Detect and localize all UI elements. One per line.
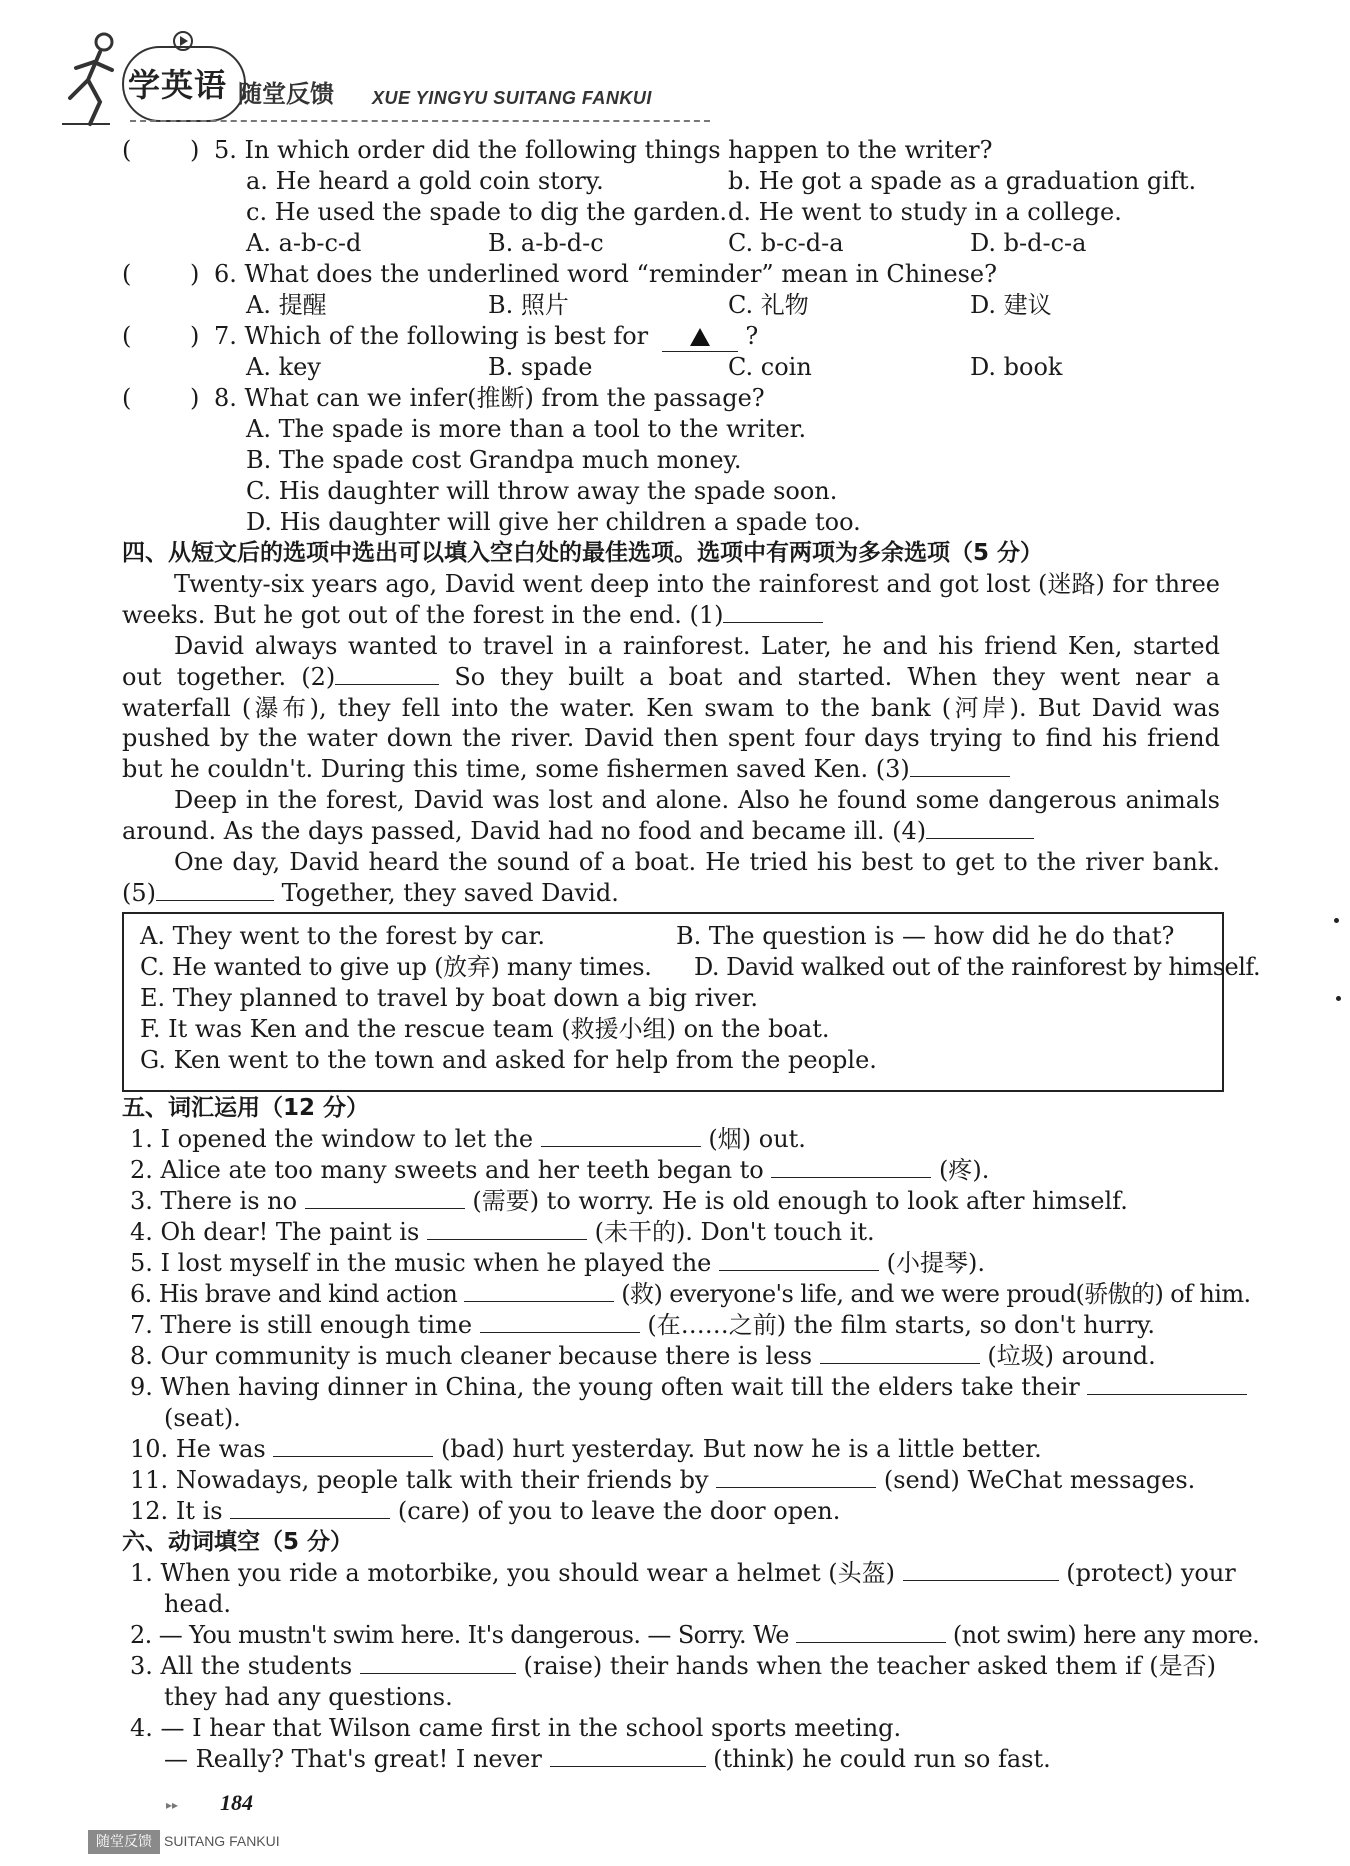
option-D: D. David walked out of the rainforest by himself. xyxy=(694,953,1261,981)
s5-item-10 xyxy=(130,1434,1042,1464)
item-number: 5. xyxy=(130,1249,153,1277)
q7-stem-line xyxy=(214,321,758,352)
footer-brand-roman: SUITANG FANKUI xyxy=(164,1833,280,1849)
item-number: 2. xyxy=(130,1621,152,1649)
item-text: There is no xyxy=(160,1187,298,1215)
item-hint: (烟) out. xyxy=(708,1125,806,1153)
q5-option-c: C. b-c-d-a xyxy=(728,229,844,257)
s6-item-1 xyxy=(130,1558,1236,1588)
section4-paragraph-4 xyxy=(122,847,1220,909)
item-number: 11. xyxy=(130,1466,169,1494)
s6-item-4 xyxy=(130,1713,901,1743)
s5-item-1 xyxy=(130,1124,806,1154)
item-hint: (not swim) here any more. xyxy=(952,1621,1260,1649)
item-number: 2. xyxy=(130,1156,153,1184)
blank-4-label: (4) xyxy=(892,816,927,845)
answer-blank[interactable] xyxy=(771,1155,931,1178)
q5-event-b: b. He got a spade as a graduation gift. xyxy=(728,167,1197,195)
item-text: I opened the window to let the xyxy=(160,1125,534,1153)
blank-2-label: (2) xyxy=(301,662,336,691)
s5-item-8 xyxy=(130,1341,1156,1371)
item-number: 6. xyxy=(130,1280,152,1308)
item-text: All the students xyxy=(160,1652,353,1680)
option-B: B. The question is — how did he do that? xyxy=(676,922,1175,950)
runner-logo-icon xyxy=(60,28,130,128)
item-text: — Really? That's great! I never xyxy=(164,1745,542,1773)
item-hint: (send) WeChat messages. xyxy=(883,1466,1196,1494)
header-divider xyxy=(130,120,710,122)
item-hint: (raise) their hands when the teacher asked them if (是否) xyxy=(523,1652,1216,1680)
q6-option-a: A. 提醒 xyxy=(246,291,327,319)
s6-item-3 xyxy=(130,1651,1216,1681)
item-number: 7. xyxy=(130,1311,153,1339)
section4-p2-text: David always wanted to travel in a rainforest. Later, he and his friend Ken, started out together. xyxy=(122,632,1220,691)
answer-blank[interactable] xyxy=(230,1496,390,1519)
item-hint: (think) he could run so fast. xyxy=(713,1745,1051,1773)
q7-paren-close: ) xyxy=(190,322,200,350)
item-hint: (protect) your xyxy=(1066,1559,1236,1587)
brand-roman: XUE YINGYU SUITANG FANKUI xyxy=(372,88,652,108)
answer-blank[interactable] xyxy=(273,1434,433,1457)
answer-blank[interactable] xyxy=(464,1279,614,1302)
play-icon xyxy=(172,30,194,52)
item-number: 9. xyxy=(130,1373,153,1401)
section4-p4b-text: Together, they saved David. xyxy=(281,878,619,907)
item-number: 3. xyxy=(130,1652,153,1680)
q8-paren-close: ) xyxy=(190,384,200,412)
s5-item-12 xyxy=(130,1496,840,1526)
section4-paragraph-1 xyxy=(122,569,1220,631)
option-G: G. Ken went to the town and asked for help from the people. xyxy=(140,1046,877,1074)
item-number: 3. xyxy=(130,1187,153,1215)
q7-paren-open: ( xyxy=(122,322,132,350)
option-E: E. They planned to travel by boat down a big river. xyxy=(140,984,759,1012)
item-text: — You mustn't swim here. It's dangerous. — Sorry. We xyxy=(158,1621,789,1649)
s5-item-9 xyxy=(130,1372,1247,1402)
item-hint: (未干的). Don't touch it. xyxy=(594,1218,875,1246)
q6-stem: 6. What does the underlined word “reminder” mean in Chinese? xyxy=(214,260,997,288)
item-hint: (疼). xyxy=(939,1156,990,1184)
q6-paren-close: ) xyxy=(190,260,200,288)
item-text: — I hear that Wilson came first in the school sports meeting. xyxy=(160,1714,902,1742)
answer-blank[interactable] xyxy=(820,1341,980,1364)
answer-blank[interactable] xyxy=(305,1186,465,1209)
q5-event-d: d. He went to study in a college. xyxy=(728,198,1122,226)
blank-1-line xyxy=(723,600,823,623)
item-text: Our community is much cleaner because there is less xyxy=(160,1342,813,1370)
item-text: I lost myself in the music when he played the xyxy=(160,1249,712,1277)
item-text: He was xyxy=(175,1435,266,1463)
page-number: 184 xyxy=(220,1790,253,1815)
answer-blank[interactable] xyxy=(1087,1372,1247,1395)
margin-dot xyxy=(1334,918,1339,923)
option-C: C. He wanted to give up (放弃) many times. xyxy=(140,953,652,981)
section4-p2b-text: So they built a boat and started. When they went near a waterfall (瀑布), they fell into the water. Ken swam to the bank (河岸). But David was pushed by the water down the river. David then spent four days trying to find his friend but he couldn't. During this time, some fishermen saved Ken. xyxy=(122,662,1221,784)
s5-item-11 xyxy=(130,1465,1195,1495)
q6-option-c: C. 礼物 xyxy=(728,291,809,319)
item-text: His brave and kind action xyxy=(158,1280,458,1308)
q8-option-d: D. His daughter will give her children a spade too. xyxy=(246,508,861,536)
answer-blank[interactable] xyxy=(903,1558,1059,1581)
footer-arrow-icon: ▸▸ xyxy=(166,1798,179,1812)
s6-item-3-cont: they had any questions. xyxy=(164,1683,453,1711)
s6-item-1-cont: head. xyxy=(164,1590,231,1618)
section4-blank-4[interactable] xyxy=(892,817,1034,845)
blank-4-line xyxy=(926,816,1034,839)
q7-option-a: A. key xyxy=(246,353,321,381)
blank-2-line xyxy=(335,662,439,685)
s5-item-5 xyxy=(130,1248,985,1278)
q5-event-a: a. He heard a gold coin story. xyxy=(246,167,604,195)
q7-stem: 7. Which of the following is best for xyxy=(214,322,649,350)
s5-item-4 xyxy=(130,1217,875,1247)
triangle-marker-icon xyxy=(690,328,710,346)
answer-blank[interactable] xyxy=(427,1217,587,1240)
q7-option-d: D. book xyxy=(970,353,1063,381)
answer-blank[interactable] xyxy=(716,1465,876,1488)
page-header xyxy=(60,18,660,128)
s5-item-2 xyxy=(130,1155,989,1185)
item-text: Nowadays, people talk with their friends by xyxy=(175,1466,709,1494)
item-text: It is xyxy=(175,1497,223,1525)
q5-paren-open: ( xyxy=(122,136,132,164)
option-A: A. They went to the forest by car. xyxy=(140,922,545,950)
item-text: When you ride a motorbike, you should wear a helmet (头盔) xyxy=(160,1559,895,1587)
blank-5-line xyxy=(156,878,274,901)
q7-blank[interactable] xyxy=(662,321,738,352)
s5-item-7 xyxy=(130,1310,1155,1340)
item-hint: (bad) hurt yesterday. But now he is a little better. xyxy=(441,1435,1042,1463)
blank-3-label: (3) xyxy=(875,755,910,784)
section6-title: 六、动词填空（5 分） xyxy=(122,1529,354,1555)
item-number: 8. xyxy=(130,1342,153,1370)
q5-paren-close: ) xyxy=(190,136,200,164)
section4-blank-5[interactable] xyxy=(122,879,274,907)
brand-subtitle: 随堂反馈 xyxy=(238,80,334,108)
q8-option-a: A. The spade is more than a tool to the writer. xyxy=(246,415,807,443)
s5-item-6 xyxy=(130,1279,1251,1309)
section4-title: 四、从短文后的选项中选出可以填入空白处的最佳选项。选项中有两项为多余选项（5 分） xyxy=(122,540,1044,566)
q8-option-b: B. The spade cost Grandpa much money. xyxy=(246,446,742,474)
q6-paren-open: ( xyxy=(122,260,132,288)
s6-item-4-reply xyxy=(164,1744,1051,1774)
item-number: 12. xyxy=(130,1497,169,1525)
answer-blank[interactable] xyxy=(360,1651,516,1674)
q7-option-c: C. coin xyxy=(728,353,812,381)
q7-stem-end: ? xyxy=(745,322,759,350)
section4-p1-text: Twenty-six years ago, David went deep into the rainforest and got lost (迷路) for three weeks. But he got out of the forest in the end. xyxy=(122,570,1220,629)
q7-option-b: B. spade xyxy=(488,353,593,381)
section4-blank-2[interactable] xyxy=(301,663,439,691)
item-hint: (在……之前) the film starts, so don't hurry. xyxy=(647,1311,1156,1339)
item-hint: (需要) to worry. He is old enough to look after himself. xyxy=(472,1187,1128,1215)
section4-blank-3[interactable] xyxy=(876,755,1010,783)
margin-dot xyxy=(1336,996,1341,1001)
s5-item-3 xyxy=(130,1186,1128,1216)
q6-option-d: D. 建议 xyxy=(970,291,1052,319)
blank-1-label: (1) xyxy=(689,600,724,629)
answer-blank[interactable] xyxy=(480,1310,640,1333)
item-text: When having dinner in China, the young often wait till the elders take their xyxy=(160,1373,1080,1401)
footer-brand: 随堂反馈 xyxy=(88,1830,160,1854)
q8-stem: 8. What can we infer(推断) from the passage? xyxy=(214,384,765,412)
item-hint: (小提琴). xyxy=(886,1249,985,1277)
blank-3-line xyxy=(910,754,1010,777)
answer-blank[interactable] xyxy=(719,1248,879,1271)
item-text: Oh dear! The paint is xyxy=(160,1218,420,1246)
item-text: Alice ate too many sweets and her teeth began to xyxy=(160,1156,764,1184)
item-number: 4. xyxy=(130,1714,153,1742)
section4-p3-text: Deep in the forest, David was lost and alone. Also he found some dangerous animals around. As the days passed, David had no food and became ill. xyxy=(122,786,1220,845)
q5-event-c: c. He used the spade to dig the garden. xyxy=(246,198,728,226)
item-number: 4. xyxy=(130,1218,153,1246)
answer-blank[interactable] xyxy=(541,1124,701,1147)
answer-blank[interactable] xyxy=(796,1620,946,1643)
s5-item-9-cont: (seat). xyxy=(164,1404,241,1432)
q5-stem: 5. In which order did the following things happen to the writer? xyxy=(214,136,993,164)
q6-option-b: B. 照片 xyxy=(488,291,569,319)
section4-p4-text: One day, David heard the sound of a boat. He tried his best to get to the river bank. xyxy=(174,848,1220,876)
item-number: 1. xyxy=(130,1125,153,1153)
item-number: 10. xyxy=(130,1435,169,1463)
brand-title: 学英语 xyxy=(128,66,228,104)
item-hint: (care) of you to leave the door open. xyxy=(397,1497,841,1525)
section4-paragraph-3 xyxy=(122,785,1220,847)
blank-5-label: (5) xyxy=(122,878,156,907)
section4-paragraph-2 xyxy=(122,631,1220,785)
option-F: F. It was Ken and the rescue team (救援小组) on the boat. xyxy=(140,1015,830,1043)
q8-option-c: C. His daughter will throw away the spade soon. xyxy=(246,477,838,505)
item-hint: (垃圾) around. xyxy=(987,1342,1156,1370)
item-text: There is still enough time xyxy=(160,1311,473,1339)
q5-option-a: A. a-b-c-d xyxy=(246,229,362,257)
section4-blank-1[interactable] xyxy=(689,601,823,629)
item-hint: (救) everyone's life, and we were proud(骄傲的) of him. xyxy=(621,1280,1251,1308)
answer-blank[interactable] xyxy=(550,1744,706,1767)
q5-option-d: D. b-d-c-a xyxy=(970,229,1087,257)
q8-paren-open: ( xyxy=(122,384,132,412)
item-number: 1. xyxy=(130,1559,153,1587)
q5-option-b: B. a-b-d-c xyxy=(488,229,604,257)
section5-title: 五、词汇运用（12 分） xyxy=(122,1095,370,1121)
s6-item-2 xyxy=(130,1620,1259,1650)
